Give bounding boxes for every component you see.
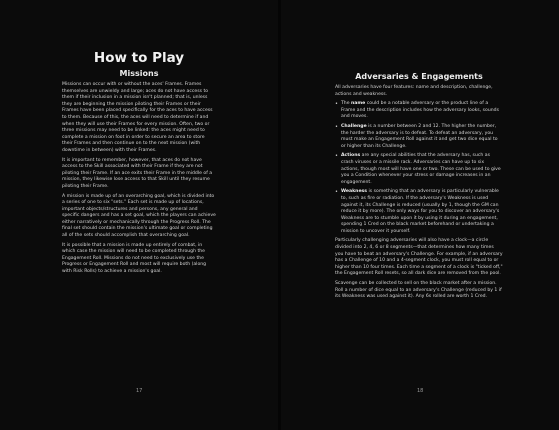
paragraph: It is possible that a mission is made up entirely of combat, in which case the mission will need to be completed through the Engagement Roll. Missions do not need to exclusively use the Progress or Engagement Roll and most will require both (along with Risk Rolls) to achieve a mission's goal. [62,242,207,275]
page-number: 17 [136,388,143,394]
paragraph: Particularly challenging adversaries will also have a clock—a circle divided into 2, 4, 6 or 8 segments—that determines how many times you have to beat an adversary's Challenge. For example, if an adversary has a Challenge of 10 and a 4-segment clock, you must roll equal to or higher than 10 four times. Each time a segment of a clock is "ticked off," the Engagement Roll resets, so all dark dice are removed from the pool. [335,238,503,277]
bullet-term: Challenge [341,123,367,129]
section-title-missions: Missions [119,69,159,78]
right-column [335,72,503,304]
intro-paragraph: All adversaries have four features: name and description, challenge, actions and weakness. [335,85,493,97]
bullet-icon: • [335,123,338,130]
left-column [62,50,216,279]
bullet-challenge [335,124,503,150]
bullet-body: is a number between 2 and 12. The higher the number, the harder the adversary is to defeat. To defeat an adversary, you must make an Engagement Roll against it and get two dice equal to or higher than its Challenge. [341,123,498,149]
paragraph: Missions can occur with or without the aces' Frames. Frames themselves are unwieldy and large; aces do not have access to them if their inclusion in a mission isn't planned; that is, unless they are beginning the mission piloting their Frames or their Frames have been placed specifically for the aces to have access to them. Because of this, the aces will need to determine if and when they will use their Frames for every mission. Often, two or three missions may need to be linked: the aces might need to complete a mission on foot in order to secure an area to store their Frames and then continue on to the next mission (with downtime in between) with their Frames. [62,82,213,153]
bullet-icon: • [335,153,338,160]
bullet-actions [335,153,503,186]
bullet-term: Weakness [341,189,368,195]
page-number: 18 [417,388,424,394]
bullet-icon: • [335,101,338,108]
paragraph: A mission is made up of an overarching goal, which is divided into a series of one to six "sets." Each set is made up of locations, important objects/structures and persons, any general and specific dangers and has a set goal, which the players can achieve either narratively or mechanically through the Progress Roll. The final set should contain the mission's ultimate goal or completing all of the sets should accomplish that overarching goal. [62,193,216,239]
bullet-term: name [351,101,366,107]
bullet-prefix: The [341,101,352,107]
bullet-body: could be a notable adversary or the product line of a Frame and the description includes how the adversary looks, sounds and moves. [341,101,499,120]
page-title: How to Play [93,50,185,66]
paragraph: Scavenge can be collected to sell on the black market after a mission. Roll a number of dice equal to an adversary's Challenge (reduced by 1 if its Weakness was used against it). Any 6s rolled are worth 1 Cred. [335,281,502,300]
left-page [0,0,279,430]
paragraph: It is important to remember, however, that aces do not have access to the Skill associated with their Frame if they are not piloting their Frame. If an ace exits their Frame in the middle of a mission, they likewise lose access to that Skill until they resume piloting their Frame. [62,157,213,189]
bullet-body: is something that an adversary is particularly vulnerable to, such as fire or radiation. If the adversary's Weakness is used against it, its Challenge is reduced (usually by 1, though the GM can reduce it by more). The only ways for you to discover an adversary's Weakness are to stumble upon it by using it during an engagement, spending 1 Cred on the black market beforehand or undertaking a mission to uncover it yourself. [341,189,500,234]
bullet-weakness [335,189,503,235]
bullet-term: Actions [341,153,361,159]
bullet-icon: • [335,189,338,196]
bullet-body: are any special abilities that the adversary has, such as crash viruses or a missile rack. Adversaries can have up to six actions, though most will have one or two. These can be used to give you a Condition whenever your stress or damage increases in an engagement. [341,153,501,185]
right-page [280,0,559,430]
bullet-name [335,101,503,121]
section-title-adversaries: Adversaries & Engagements [355,72,483,81]
